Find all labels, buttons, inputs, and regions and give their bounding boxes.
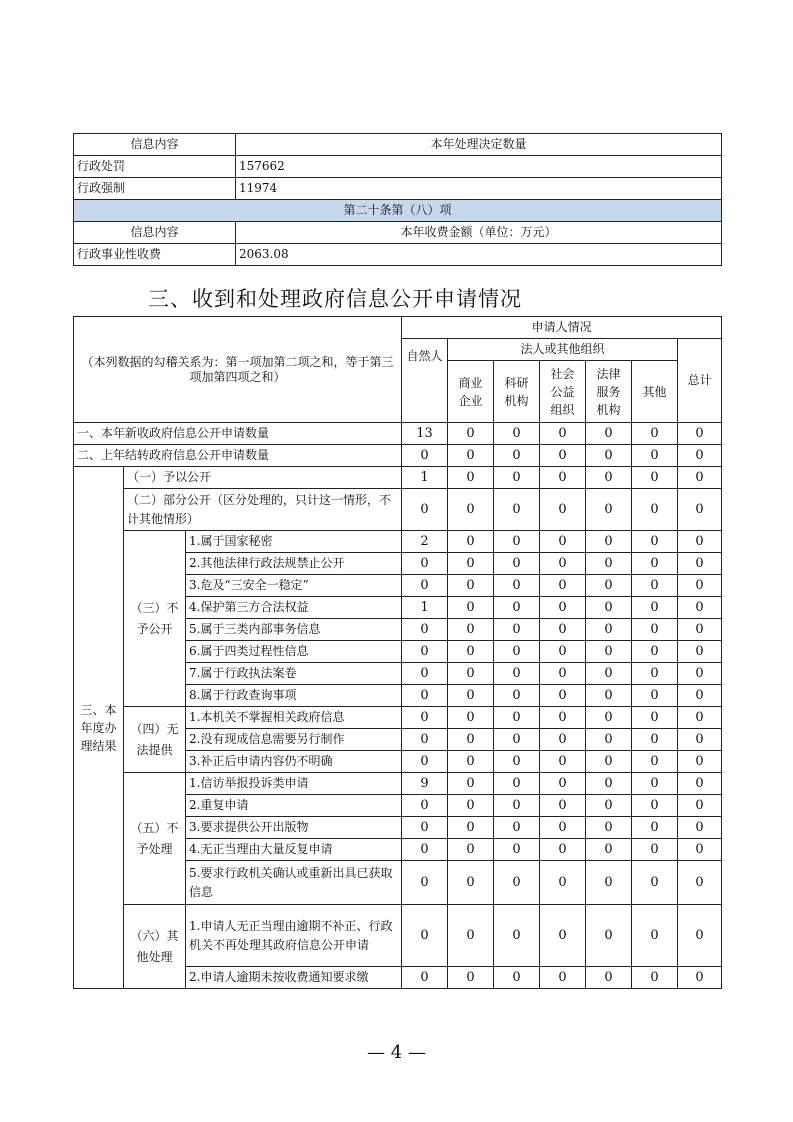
value-cell: 0 [586, 445, 632, 467]
value-cell: 0 [402, 839, 448, 861]
value-cell: 0 [494, 707, 540, 729]
value-cell: 0 [586, 641, 632, 663]
value-cell: 0 [540, 685, 586, 707]
value-cell: 0 [448, 685, 494, 707]
value-cell: 0 [540, 751, 586, 773]
not-disclosed-item: 1.属于国家秘密 [186, 531, 402, 553]
not-processed-item: 1.信访举报投诉类申请 [186, 773, 402, 795]
value-cell: 0 [632, 795, 678, 817]
value-cell: 0 [494, 861, 540, 905]
value-cell: 0 [586, 597, 632, 619]
value-cell: 0 [586, 575, 632, 597]
header-applicant: 申请人情况 [402, 317, 722, 339]
value-cell: 0 [494, 795, 540, 817]
value-cell: 0 [678, 685, 722, 707]
not-disclosed-item: 2.其他法律行政法规禁止公开 [186, 553, 402, 575]
header-note: （本列数据的勾稽关系为：第一项加第二项之和，等于第三项加第四项之和） [74, 317, 402, 423]
row-disclosed: （一）予以公开 [124, 467, 402, 489]
value-cell: 0 [540, 445, 586, 467]
value-cell: 0 [402, 641, 448, 663]
value-cell: 0 [678, 597, 722, 619]
not-processed-item: 3.要求提供公开出版物 [186, 817, 402, 839]
value-cell: 0 [402, 489, 448, 531]
value-cell: 0 [540, 489, 586, 531]
value-cell: 0 [678, 467, 722, 489]
value-cell: 0 [448, 423, 494, 445]
row-results-label: 三、本年度办理结果 [74, 467, 124, 989]
other-processing-item: 1.申请人无正当理由逾期不补正、行政机关不再处理其政府信息公开申请 [186, 905, 402, 967]
application-table [73, 316, 722, 989]
value-cell: 0 [586, 839, 632, 861]
value-cell: 0 [678, 489, 722, 531]
value-cell: 0 [448, 905, 494, 967]
value-cell: 0 [494, 467, 540, 489]
value-cell: 0 [448, 817, 494, 839]
value-cell: 0 [586, 707, 632, 729]
value-cell: 0 [586, 729, 632, 751]
value-cell: 0 [678, 531, 722, 553]
row-value: 11974 [236, 178, 722, 200]
value-cell: 0 [586, 773, 632, 795]
value-cell: 0 [494, 445, 540, 467]
value-cell: 0 [402, 575, 448, 597]
value-cell: 0 [494, 729, 540, 751]
value-cell: 0 [402, 553, 448, 575]
value-cell: 0 [448, 575, 494, 597]
unable-to-provide-item: 1.本机关不掌握相关政府信息 [186, 707, 402, 729]
value-cell: 0 [678, 641, 722, 663]
value-cell: 0 [448, 641, 494, 663]
value-cell: 0 [494, 641, 540, 663]
value-cell: 0 [494, 423, 540, 445]
not-disclosed-item: 6.属于四类过程性信息 [186, 641, 402, 663]
admin-enforcement-table [73, 133, 722, 266]
value-cell: 0 [632, 467, 678, 489]
value-cell: 0 [448, 663, 494, 685]
value-cell: 0 [402, 707, 448, 729]
value-cell: 0 [632, 597, 678, 619]
value-cell: 0 [402, 663, 448, 685]
value-cell: 0 [402, 817, 448, 839]
row-carried-over: 二、上年结转政府信息公开申请数量 [74, 445, 402, 467]
value-cell: 0 [632, 619, 678, 641]
value-cell: 0 [448, 445, 494, 467]
value-cell: 0 [678, 905, 722, 967]
not-disclosed-item: 3.危及“三安全一稳定” [186, 575, 402, 597]
value-cell: 0 [494, 489, 540, 531]
value-cell: 0 [402, 751, 448, 773]
value-cell: 0 [540, 597, 586, 619]
unable-to-provide-item: 3.补正后申请内容仍不明确 [186, 751, 402, 773]
value-cell: 0 [678, 773, 722, 795]
value-cell: 0 [586, 619, 632, 641]
value-cell: 0 [448, 773, 494, 795]
value-cell: 0 [632, 839, 678, 861]
value-cell: 0 [540, 905, 586, 967]
header-legal-entity: 法人或其他组织 [448, 339, 678, 361]
value-cell: 0 [586, 685, 632, 707]
value-cell: 0 [632, 575, 678, 597]
value-cell: 0 [678, 795, 722, 817]
value-cell: 0 [494, 553, 540, 575]
value-cell: 0 [586, 817, 632, 839]
section-title: 三、收到和处理政府信息公开申请情况 [148, 287, 522, 311]
value-cell: 0 [448, 729, 494, 751]
value-cell: 0 [540, 795, 586, 817]
value-cell: 0 [586, 531, 632, 553]
header-legal-service: 法律服务机构 [586, 361, 632, 423]
value-cell: 0 [494, 663, 540, 685]
value-cell: 0 [402, 967, 448, 989]
value-cell: 0 [448, 839, 494, 861]
value-cell: 0 [494, 773, 540, 795]
value-cell: 0 [586, 967, 632, 989]
value-cell: 0 [678, 707, 722, 729]
unable-to-provide-item: 2.没有现成信息需要另行制作 [186, 729, 402, 751]
value-cell: 0 [402, 905, 448, 967]
value-cell: 0 [448, 751, 494, 773]
header-public: 社会公益组织 [540, 361, 586, 423]
not-disclosed-label: （三）不予公开 [124, 531, 186, 707]
value-cell: 2 [402, 531, 448, 553]
value-cell: 0 [678, 967, 722, 989]
value-cell: 0 [678, 663, 722, 685]
header-fee-amount: 本年收费金额（单位：万元） [236, 222, 722, 244]
header-total: 总计 [678, 339, 722, 423]
value-cell: 0 [448, 553, 494, 575]
value-cell: 0 [402, 861, 448, 905]
value-cell: 0 [448, 489, 494, 531]
value-cell: 0 [540, 663, 586, 685]
value-cell: 0 [678, 423, 722, 445]
value-cell: 0 [540, 967, 586, 989]
header-info-content: 信息内容 [74, 222, 236, 244]
not-disclosed-item: 5.属于三类内部事务信息 [186, 619, 402, 641]
value-cell: 1 [402, 597, 448, 619]
value-cell: 0 [632, 773, 678, 795]
value-cell: 0 [402, 685, 448, 707]
not-processed-item: 2.重复申请 [186, 795, 402, 817]
value-cell: 0 [494, 619, 540, 641]
value-cell: 0 [494, 967, 540, 989]
value-cell: 0 [632, 553, 678, 575]
value-cell: 0 [540, 531, 586, 553]
value-cell: 0 [448, 707, 494, 729]
value-cell: 0 [494, 751, 540, 773]
unable-to-provide-label: （四）无法提供 [124, 707, 186, 773]
value-cell: 0 [448, 967, 494, 989]
value-cell: 0 [678, 575, 722, 597]
value-cell: 9 [402, 773, 448, 795]
header-natural-person: 自然人 [402, 339, 448, 423]
value-cell: 0 [540, 641, 586, 663]
value-cell: 0 [678, 839, 722, 861]
value-cell: 0 [448, 467, 494, 489]
value-cell: 0 [678, 553, 722, 575]
value-cell: 0 [632, 531, 678, 553]
value-cell: 0 [632, 967, 678, 989]
value-cell: 0 [540, 619, 586, 641]
value-cell: 0 [448, 795, 494, 817]
value-cell: 0 [678, 751, 722, 773]
value-cell: 0 [632, 685, 678, 707]
other-processing-item: 2.申请人逾期未按收费通知要求缴 [186, 967, 402, 989]
value-cell: 0 [540, 553, 586, 575]
value-cell: 0 [540, 817, 586, 839]
value-cell: 0 [586, 423, 632, 445]
section-header: 第二十条第（八）项 [74, 200, 722, 222]
value-cell: 0 [448, 619, 494, 641]
value-cell: 0 [678, 619, 722, 641]
value-cell: 0 [586, 553, 632, 575]
value-cell: 0 [632, 707, 678, 729]
value-cell: 13 [402, 423, 448, 445]
value-cell: 0 [678, 861, 722, 905]
value-cell: 0 [402, 445, 448, 467]
not-disclosed-item: 7.属于行政执法案卷 [186, 663, 402, 685]
value-cell: 0 [586, 905, 632, 967]
value-cell: 0 [494, 905, 540, 967]
value-cell: 0 [586, 751, 632, 773]
value-cell: 0 [632, 489, 678, 531]
value-cell: 0 [448, 597, 494, 619]
fee-value: 2063.08 [236, 244, 722, 266]
value-cell: 0 [540, 839, 586, 861]
not-disclosed-item: 4.保护第三方合法权益 [186, 597, 402, 619]
value-cell: 0 [494, 839, 540, 861]
header-decision-count: 本年处理决定数量 [236, 134, 722, 156]
row-partial-disclosure: （二）部分公开（区分处理的，只计这一情形，不计其他情形） [124, 489, 402, 531]
header-info-content: 信息内容 [74, 134, 236, 156]
value-cell: 1 [402, 467, 448, 489]
value-cell: 0 [402, 795, 448, 817]
value-cell: 0 [540, 773, 586, 795]
value-cell: 0 [402, 729, 448, 751]
value-cell: 0 [540, 423, 586, 445]
row-label: 行政处罚 [74, 156, 236, 178]
not-disclosed-item: 8.属于行政查询事项 [186, 685, 402, 707]
value-cell: 0 [632, 861, 678, 905]
value-cell: 0 [494, 685, 540, 707]
value-cell: 0 [586, 663, 632, 685]
value-cell: 0 [540, 467, 586, 489]
value-cell: 0 [632, 663, 678, 685]
fee-label: 行政事业性收费 [74, 244, 236, 266]
value-cell: 0 [540, 575, 586, 597]
row-new-applications: 一、本年新收政府信息公开申请数量 [74, 423, 402, 445]
value-cell: 0 [632, 423, 678, 445]
value-cell: 0 [632, 905, 678, 967]
value-cell: 0 [632, 817, 678, 839]
value-cell: 0 [632, 641, 678, 663]
value-cell: 0 [540, 861, 586, 905]
value-cell: 0 [632, 729, 678, 751]
row-value: 157662 [236, 156, 722, 178]
other-processing-label: （六）其他处理 [124, 905, 186, 989]
not-processed-item: 4.无正当理由大量反复申请 [186, 839, 402, 861]
value-cell: 0 [540, 707, 586, 729]
header-research: 科研机构 [494, 361, 540, 423]
not-processed-item: 5.要求行政机关确认或重新出具已获取信息 [186, 861, 402, 905]
value-cell: 0 [494, 575, 540, 597]
header-other: 其他 [632, 361, 678, 423]
value-cell: 0 [540, 729, 586, 751]
value-cell: 0 [494, 817, 540, 839]
value-cell: 0 [632, 445, 678, 467]
value-cell: 0 [586, 795, 632, 817]
header-business: 商业企业 [448, 361, 494, 423]
value-cell: 0 [448, 531, 494, 553]
value-cell: 0 [586, 467, 632, 489]
value-cell: 0 [448, 861, 494, 905]
value-cell: 0 [678, 817, 722, 839]
page-number: — 4 — [367, 1042, 426, 1063]
value-cell: 0 [632, 751, 678, 773]
not-processed-label: （五）不予处理 [124, 773, 186, 905]
value-cell: 0 [678, 445, 722, 467]
row-label: 行政强制 [74, 178, 236, 200]
value-cell: 0 [586, 861, 632, 905]
value-cell: 0 [586, 489, 632, 531]
value-cell: 0 [402, 619, 448, 641]
value-cell: 0 [494, 531, 540, 553]
value-cell: 0 [678, 729, 722, 751]
value-cell: 0 [494, 597, 540, 619]
